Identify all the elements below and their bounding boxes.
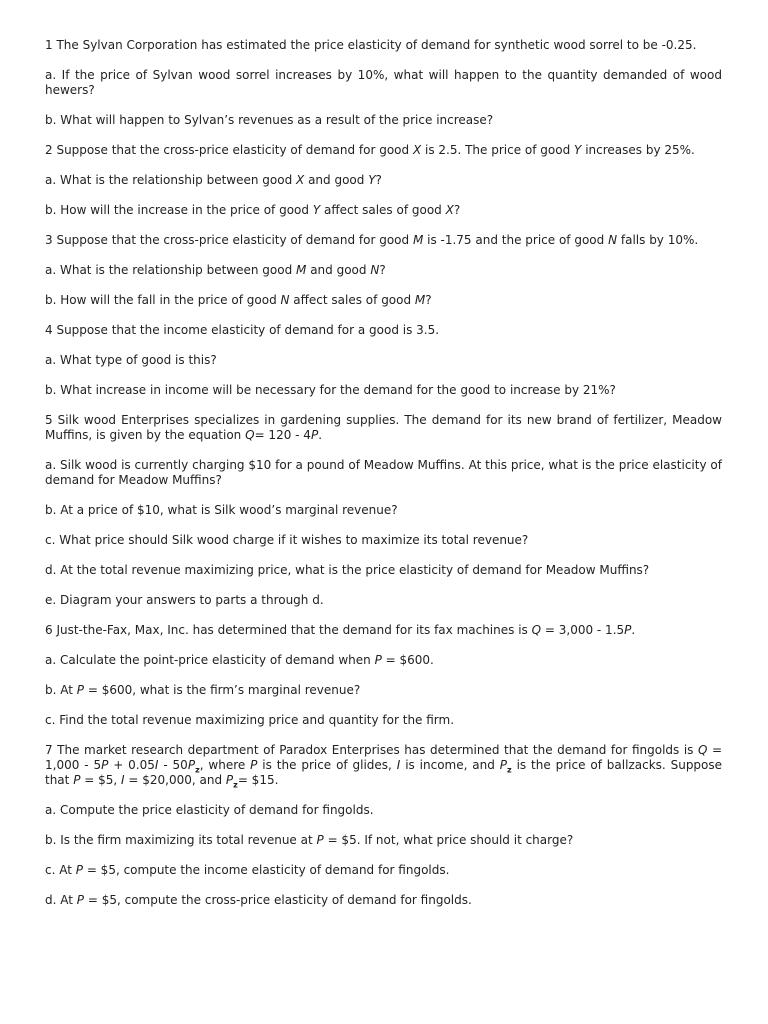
paragraph — [45, 653, 722, 668]
text-run: = $20,000, and — [124, 773, 226, 787]
text-run: ? — [425, 293, 432, 307]
text-run: = 3,000 - 1.5 — [541, 623, 625, 637]
text-run: a. Compute the price elasticity of demand for fingolds. — [45, 803, 374, 817]
paragraph — [45, 593, 722, 608]
italic-variable: P — [499, 758, 508, 772]
text-run: is -1.75 and the price of good — [423, 233, 609, 247]
text-run: 7 The market research department of Paradox Enterprises has determined that the demand for fingolds is — [45, 743, 698, 757]
text-run: 1 The Sylvan Corporation has estimated the price elasticity of demand for synthetic wood sorrel to be -0.25. — [45, 38, 697, 52]
paragraph — [45, 143, 722, 158]
text-run: - 50 — [158, 758, 188, 772]
paragraph — [45, 533, 722, 548]
text-run: c. At — [45, 863, 76, 877]
text-run: , where — [199, 758, 251, 772]
italic-variable: M — [414, 293, 426, 307]
subscript: z — [233, 780, 238, 790]
text-run: is 2.5. The price of good — [421, 143, 575, 157]
paragraph — [45, 113, 722, 128]
text-run: d. At — [45, 893, 77, 907]
text-run: and good — [304, 173, 369, 187]
text-run: is the price of glides, — [257, 758, 397, 772]
text-run: is income, and — [400, 758, 500, 772]
text-run: falls by 10%. — [617, 233, 699, 247]
italic-variable: X — [412, 143, 422, 157]
text-run: 2 Suppose that the cross-price elasticity of demand for good — [45, 143, 413, 157]
text-run: c. Find the total revenue maximizing price and quantity for the firm. — [45, 713, 455, 727]
text-run: = $600, what is the firm’s marginal revenue? — [84, 683, 361, 697]
text-run: c. What price should Silk wood charge if it wishes to maximize its total revenue? — [45, 533, 529, 547]
text-run: = $5, compute the income elasticity of demand for fingolds. — [83, 863, 450, 877]
italic-variable: X — [445, 203, 454, 217]
italic-variable: Q — [697, 743, 708, 757]
italic-variable: N — [370, 263, 380, 277]
text-run: a. What is the relationship between good — [45, 173, 297, 187]
text-run: a. Calculate the point-price elasticity of demand when — [45, 653, 375, 667]
text-run: = $600. — [381, 653, 434, 667]
italic-variable: M — [412, 233, 424, 247]
text-run: 4 Suppose that the income elasticity of demand for a good is 3.5. — [45, 323, 440, 337]
text-run: and good — [306, 263, 371, 277]
italic-variable: Q — [245, 428, 255, 442]
italic-variable: Y — [574, 143, 582, 157]
paragraph — [45, 38, 722, 53]
paragraph — [45, 563, 722, 578]
paragraph — [45, 353, 722, 368]
italic-variable: N — [280, 293, 290, 307]
text-run: b. At a price of $10, what is Silk wood’s marginal revenue? — [45, 503, 398, 517]
italic-variable: N — [608, 233, 618, 247]
paragraph — [45, 743, 722, 788]
text-run: + 0.05 — [108, 758, 155, 772]
italic-variable: X — [296, 173, 305, 187]
paragraph — [45, 458, 722, 488]
italic-variable: P — [624, 623, 632, 637]
italic-variable: P — [250, 758, 258, 772]
text-run: = $5, — [80, 773, 122, 787]
paragraph — [45, 803, 722, 818]
text-run: = 1,000 - 5 — [45, 743, 722, 772]
paragraph — [45, 233, 722, 248]
paragraph — [45, 263, 722, 278]
text-run: = $15. — [237, 773, 279, 787]
paragraph — [45, 173, 722, 188]
text-run: b. What increase in income will be necessary for the demand for the good to increase by 21%? — [45, 383, 616, 397]
italic-variable: M — [296, 263, 307, 277]
italic-variable: P — [73, 773, 81, 787]
text-run: 5 Silk wood Enterprises specializes in gardening supplies. The demand for its new brand of fertilizer, Meadow Muffins, is given by the equation — [45, 413, 722, 442]
paragraph — [45, 413, 722, 443]
italic-variable: P — [225, 773, 234, 787]
paragraph — [45, 203, 722, 218]
paragraph — [45, 383, 722, 398]
text-run: affect sales of good — [320, 203, 446, 217]
paragraph — [45, 863, 722, 878]
text-run: b. What will happen to Sylvan’s revenues as a result of the price increase? — [45, 113, 494, 127]
paragraph — [45, 68, 722, 98]
paragraph — [45, 623, 722, 638]
text-run: a. What is the relationship between good — [45, 263, 297, 277]
text-run: increases by 25%. — [581, 143, 695, 157]
subscript: z — [195, 765, 200, 775]
paragraph — [45, 323, 722, 338]
paragraph — [45, 833, 722, 848]
italic-variable: Q — [531, 623, 542, 637]
text-run: is the price of ballzacks. Suppose that — [45, 758, 723, 787]
italic-variable: I — [396, 758, 401, 772]
italic-variable: P — [76, 893, 85, 907]
italic-variable: P — [187, 758, 196, 772]
document-page — [45, 38, 722, 923]
subscript: z — [507, 765, 512, 775]
text-run: ? — [375, 173, 382, 187]
text-run: = $5. If not, what price should it charge? — [323, 833, 574, 847]
text-run: a. What type of good is this? — [45, 353, 217, 367]
text-run: ? — [453, 203, 461, 217]
paragraph — [45, 893, 722, 908]
paragraph — [45, 713, 722, 728]
italic-variable: P — [374, 653, 382, 667]
text-run: b. Is the firm maximizing its total revenue at — [45, 833, 317, 847]
text-run: 6 Just-the-Fax, Max, Inc. has determined that the demand for its fax machines is — [45, 623, 532, 637]
text-run: affect sales of good — [289, 293, 415, 307]
text-run: 3 Suppose that the cross-price elasticity of demand for good — [45, 233, 413, 247]
text-run: a. Silk wood is currently charging $10 for a pound of Meadow Muffins. At this price, what is the price elasticity of demand for Meadow Muffins? — [45, 458, 722, 487]
italic-variable: Y — [312, 203, 321, 217]
text-run: e. Diagram your answers to parts a through d. — [45, 593, 324, 607]
italic-variable: P — [75, 863, 83, 877]
text-run: . — [631, 623, 636, 637]
text-run: b. How will the fall in the price of good — [45, 293, 281, 307]
italic-variable: P — [316, 833, 324, 847]
text-run: . — [318, 428, 323, 442]
text-run: a. If the price of Sylvan wood sorrel increases by 10%, what will happen to the quantity demanded of wood hewers? — [45, 68, 722, 97]
text-run: b. How will the increase in the price of good — [45, 203, 313, 217]
text-run: = 120 - 4 — [254, 428, 311, 442]
paragraph — [45, 293, 722, 308]
text-run: = $5, compute the cross-price elasticity of demand for fingolds. — [84, 893, 472, 907]
italic-variable: P — [101, 758, 109, 772]
italic-variable: I — [154, 758, 159, 772]
italic-variable: P — [310, 428, 319, 442]
italic-variable: P — [76, 683, 85, 697]
paragraph — [45, 683, 722, 698]
italic-variable: Y — [368, 173, 376, 187]
italic-variable: I — [121, 773, 125, 787]
text-run: ? — [379, 263, 386, 277]
text-run: d. At the total revenue maximizing price, what is the price elasticity of demand for Meadow Muffins? — [45, 563, 650, 577]
text-run: b. At — [45, 683, 77, 697]
paragraph — [45, 503, 722, 518]
